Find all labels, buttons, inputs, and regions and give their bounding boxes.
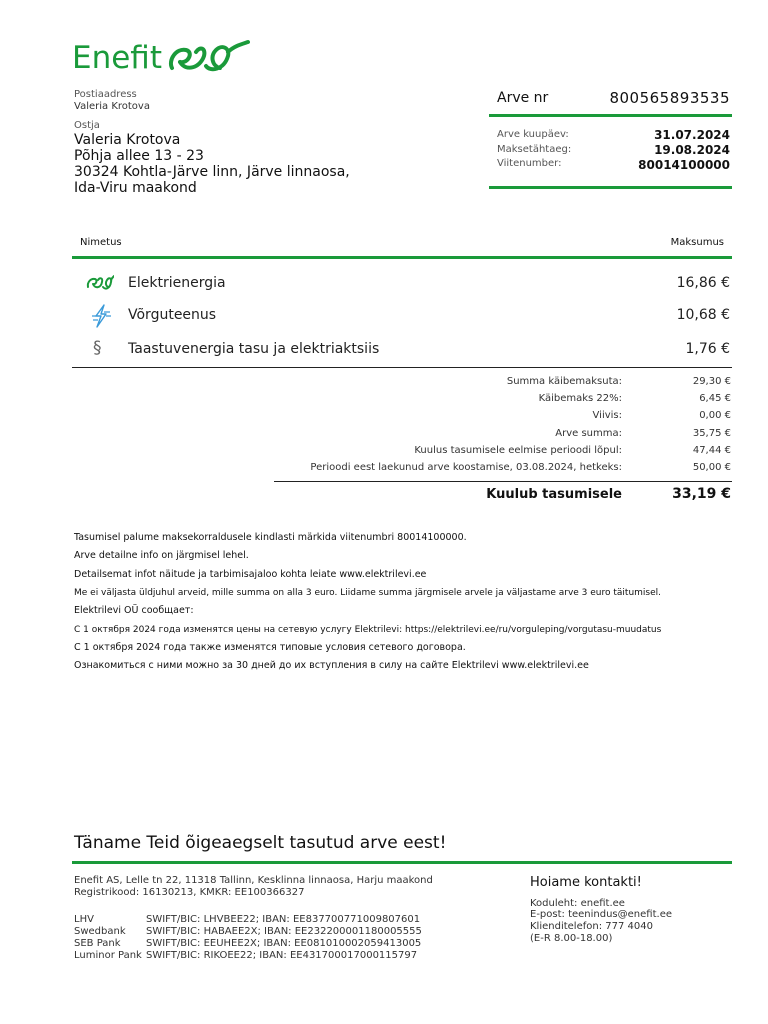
postal-label: Postiaadress [74,89,137,100]
col-name-header: Nimetus [80,237,122,248]
summary-value: 29,30 € [692,376,731,387]
note-line: Arve detailne info on järgmisel lehel. [74,550,249,561]
row-name: Võrguteenus [128,307,217,323]
bank-name: Swedbank [74,926,126,937]
summary-label: Arve summa: [555,428,622,439]
invoice-number-label: Arve nr [497,90,549,106]
invoice-details-divider [489,186,732,189]
buyer-city: 30324 Kohtla-Järve linn, Järve linnaosa, [74,164,350,180]
contact-title: Hoiame kontakti! [530,875,642,890]
postal-name: Valeria Krotova [74,101,150,112]
note-line: Me ei väljasta üldjuhul arveid, mille summa on alla 3 euro. Liidame summa järgmisele arvele ja väljastame arve 3 euro täitumisel. [74,588,662,598]
total-amount: 33,19 € [672,486,731,502]
enefit-logo-icon [86,274,114,292]
invoice-header-divider [489,114,732,117]
paragraph-icon: § [93,338,102,358]
row-name: Taastuvenergia tasu ja elektriaktsiis [128,341,380,357]
bank-name: Luminor Pank [74,950,142,961]
invoice-date-label: Arve kuupäev: [497,129,569,140]
row-amount: 1,76 € [685,341,730,357]
table-header-divider [72,256,732,259]
total-divider [274,481,732,482]
summary-value: 6,45 € [699,393,731,404]
brand-name: Enefit [72,40,162,76]
enefit-logo [72,38,250,78]
bank-info: SWIFT/BIC: RIKOEE22; IBAN: EE431700017000115797 [146,950,418,961]
note-line: Detailsemat infot näitude ja tarbimisajaloo kohta leiate www.elektrilevi.ee [74,569,427,580]
contact-website: Koduleht: enefit.ee [530,898,625,909]
due-date-label: Maksetähtaeg: [497,144,572,155]
reference-number: 80014100000 [638,158,730,172]
note-line: Tasumisel palume maksekorraldusele kindlasti märkida viitenumbri 80014100000. [74,532,467,543]
summary-label: Perioodi eest laekunud arve koostamise, 03.08.2024, hetkeks: [310,462,622,473]
lightning-icon [90,304,112,328]
invoice-number: 800565893535 [609,89,730,107]
col-amount-header: Maksumus [670,237,724,248]
bank-info: SWIFT/BIC: EEUHEE2X; IBAN: EE081010002059413005 [146,938,422,949]
buyer-county: Ida-Viru maakond [74,180,197,196]
footer-divider [72,861,732,864]
reference-label: Viitenumber: [497,158,562,169]
summary-label: Käibemaks 22%: [538,393,622,404]
buyer-name: Valeria Krotova [74,132,181,148]
row-name: Elektrienergia [128,275,226,291]
note-line: С 1 октября 2024 года изменятся цены на сетевую услугу Elektrilevi: https://elektrilevi.ee/ru/vorguleping/vorgutasu-muudatus [74,625,662,635]
bank-info: SWIFT/BIC: LHVBEE22; IBAN: EE837700771009807601 [146,914,421,925]
invoice-date: 31.07.2024 [654,128,730,142]
summary-label: Kuulus tasumisele eelmise perioodi lõpul: [414,445,622,456]
contact-email: E-post: teenindus@enefit.ee [530,909,672,920]
bank-name: LHV [74,914,94,925]
contact-hours: (E-R 8.00-18.00) [530,933,613,944]
summary-value: 35,75 € [692,428,731,439]
due-date: 19.08.2024 [654,143,730,157]
buyer-label: Ostja [74,120,100,131]
summary-label: Viivis: [592,410,622,421]
row-amount: 16,86 € [676,275,730,291]
summary-value: 0,00 € [699,410,731,421]
summary-value: 47,44 € [692,445,731,456]
bank-info: SWIFT/BIC: HABAEE2X; IBAN: EE232200001180005555 [146,926,422,937]
row-amount: 10,68 € [676,307,730,323]
contact-phone: Klienditelefon: 777 4040 [530,921,653,932]
note-line: С 1 октября 2024 года также изменятся типовые условия сетевого договора. [74,642,466,653]
summary-value: 50,00 € [692,462,731,473]
buyer-street: Põhja allee 13 - 23 [74,148,204,164]
thanks-message: Täname Teid õigeaegselt tasutud arve eest! [74,833,447,853]
company-address: Enefit AS, Lelle tn 22, 11318 Tallinn, Kesklinna linnaosa, Harju maakond [74,875,433,886]
summary-label: Summa käibemaksuta: [506,376,622,387]
table-rows-divider [72,367,732,368]
bank-name: SEB Pank [74,938,121,949]
enefit-logo-icon [166,38,250,78]
company-registration: Registrikood: 16130213, KMKR: EE100366327 [74,887,305,898]
note-line: Ознакомиться с ними можно за 30 дней до их вступления в силу на сайте Elektrilevi www.elektrilevi.ee [74,660,589,671]
note-line: Elektrilevi OÜ сообщает: [74,605,194,616]
total-label: Kuulub tasumisele [486,487,622,502]
